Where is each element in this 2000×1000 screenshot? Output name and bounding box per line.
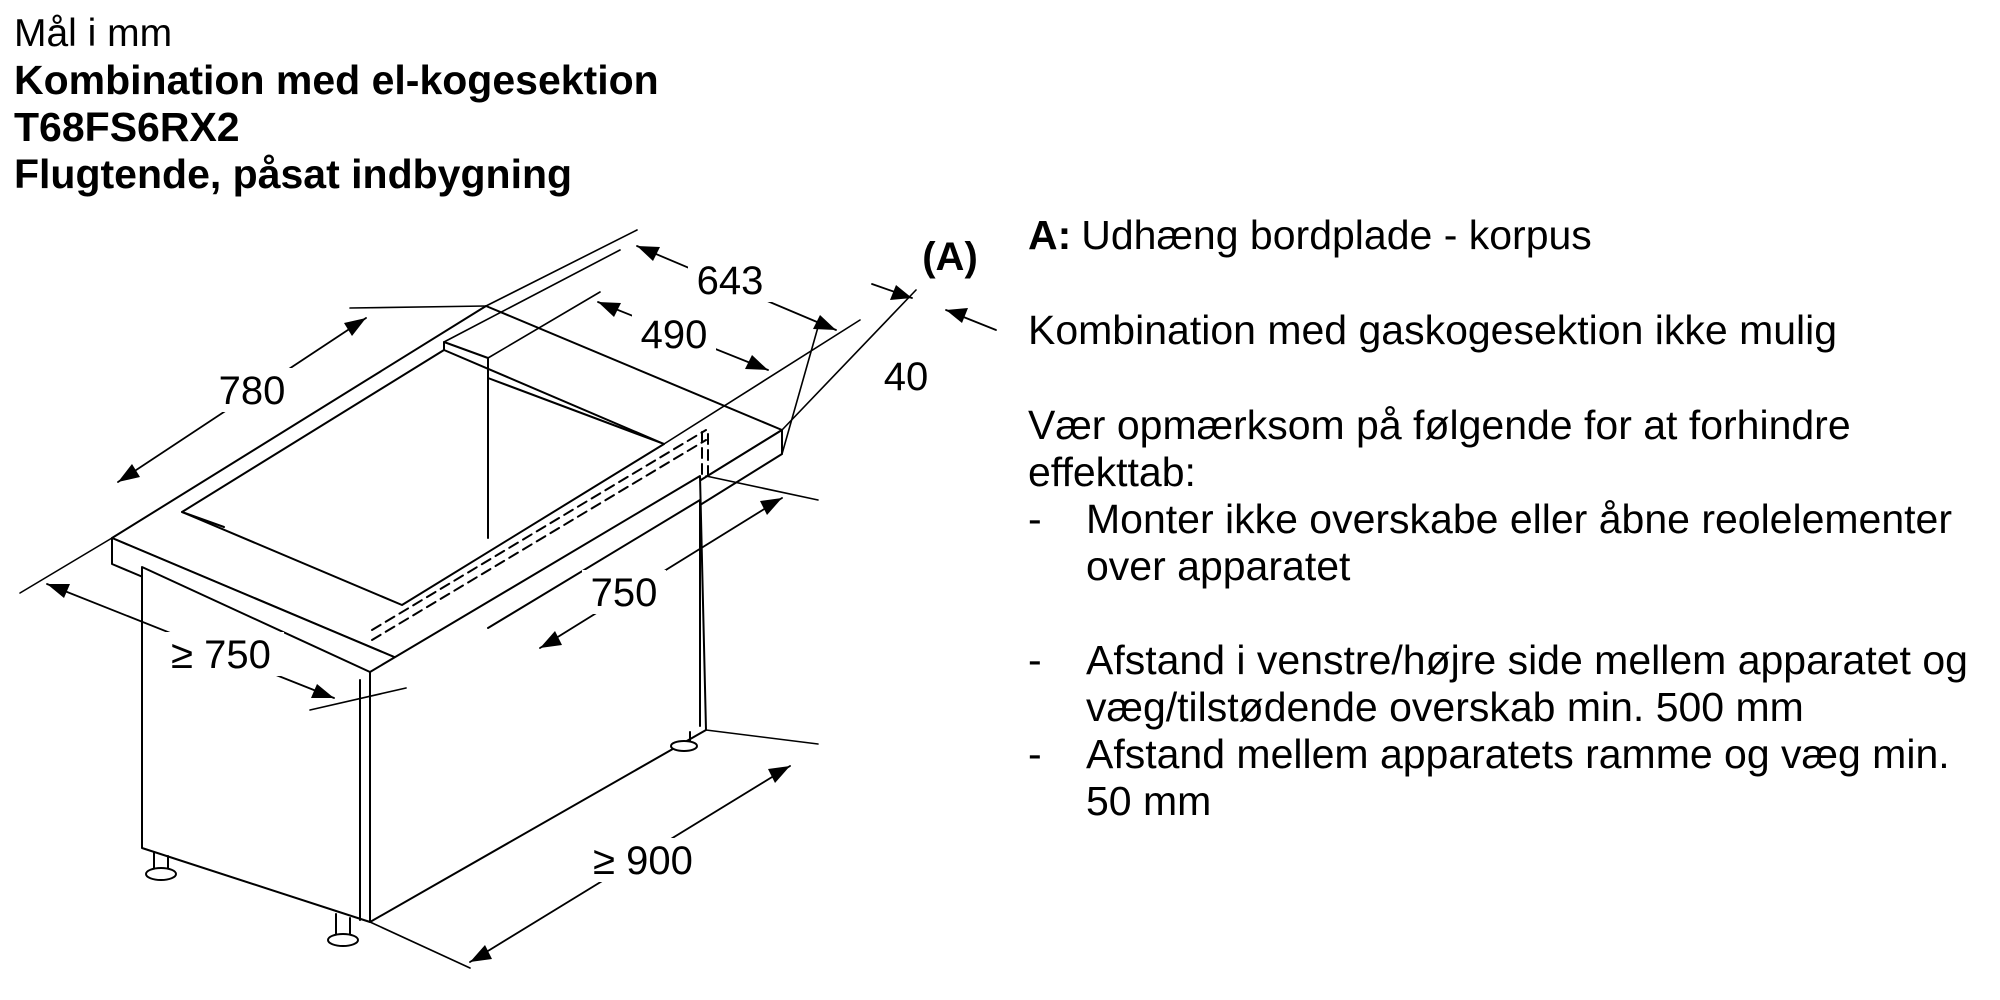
- unit-label: Mål i mm: [14, 12, 173, 55]
- dim-40: 40: [883, 355, 929, 399]
- bullet-dash: -: [1028, 637, 1042, 683]
- model-number: T68FS6RX2: [14, 104, 240, 150]
- legend-a-key: A:: [1028, 212, 1072, 258]
- drawing-title: Kombination med el-kogesektion: [14, 57, 659, 103]
- dim-900-min: ≥ 900: [593, 839, 693, 883]
- install-type: Flugtende, påsat indbygning: [14, 151, 573, 197]
- bullet-dash: -: [1028, 731, 1042, 777]
- bullet-dash: -: [1028, 496, 1042, 542]
- legend-a: [1028, 212, 1988, 259]
- note-bullet: [1028, 637, 1988, 731]
- bullet-text: Monter ikke overskabe eller åbne reolelementer over apparatet: [1086, 496, 1953, 589]
- note-bullet: [1028, 496, 1988, 590]
- bullet-text: Afstand i venstre/højre side mellem apparatet og væg/tilstødende overskab min. 500 mm: [1086, 637, 1968, 730]
- marker-a: (A): [922, 235, 978, 279]
- notes-panel: [1028, 212, 1988, 825]
- gas-note: Kombination med gaskogesektion ikke mulig: [1028, 307, 1838, 353]
- notes-intro: Vær opmærksom på følgende for at forhindre effekttab:: [1028, 402, 1851, 495]
- dim-643: 643: [696, 259, 764, 303]
- dim-750-min: ≥ 750: [171, 633, 271, 677]
- dim-750: 750: [590, 571, 658, 615]
- dim-780: 780: [218, 369, 286, 413]
- note-bullet: [1028, 731, 1988, 825]
- legend-a-text: Udhæng bordplade - korpus: [1081, 212, 1592, 258]
- bullet-text: Afstand mellem apparatets ramme og væg min. 50 mm: [1086, 731, 1950, 824]
- dim-490: 490: [640, 313, 708, 357]
